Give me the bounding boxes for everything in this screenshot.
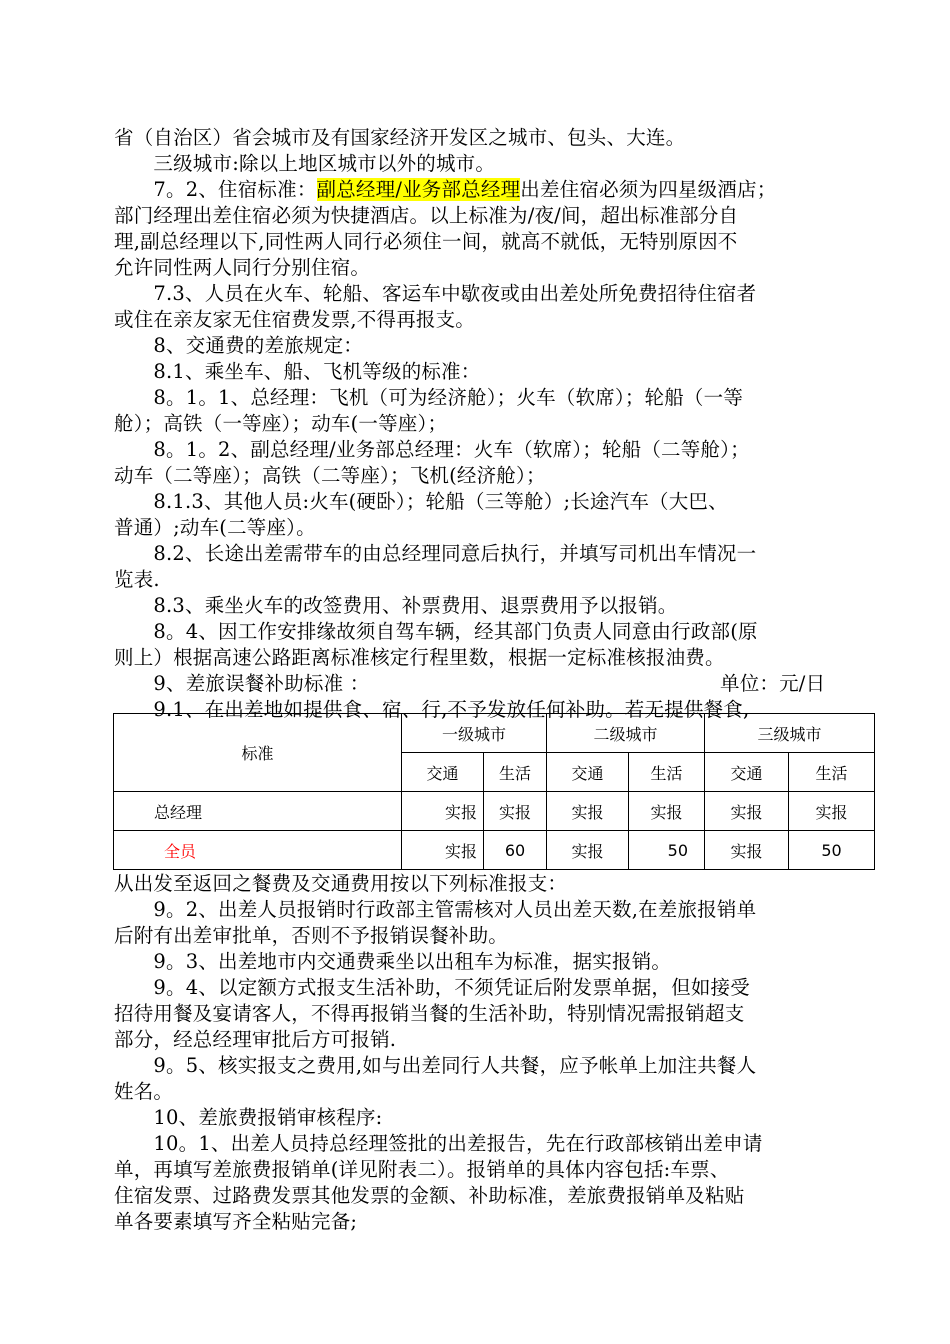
text-line: 姓名。 bbox=[114, 1080, 174, 1103]
table-cell: 50 bbox=[789, 831, 875, 870]
table-cell: 50 bbox=[629, 831, 705, 870]
subheader-transport: 交通 bbox=[547, 753, 629, 792]
text-line: 三级城市:除以上地区城市以外的城市。 bbox=[114, 152, 496, 175]
text-line: 后附有出差审批单，否则不予报销误餐补助。 bbox=[114, 924, 509, 947]
table-cell: 实报 bbox=[547, 792, 629, 831]
text-line: 9.1、在出差地如提供食、宿、行,不予发放任何补助。若无提供餐食, bbox=[114, 698, 750, 721]
city-tier-header: 三级城市 bbox=[705, 714, 875, 753]
text-line: 7.3、人员在火车、轮船、客运车中歇夜或由出差处所免费招待住宿者 bbox=[114, 282, 757, 305]
subheader-living: 生活 bbox=[789, 753, 875, 792]
text-line: 允许同性两人同行分别住宿。 bbox=[114, 256, 371, 279]
table-cell: 实报 bbox=[547, 831, 629, 870]
text-line: 9。3、出差地市内交通费乘坐以出租车为标准，据实报销。 bbox=[114, 950, 672, 973]
highlighted-text: 副总经理/业务部总经理 bbox=[316, 178, 521, 201]
table-cell: 实报 bbox=[629, 792, 705, 831]
table-cell: 实报 bbox=[789, 792, 875, 831]
city-tier-header: 二级城市 bbox=[547, 714, 705, 753]
text-line: 理,副总经理以下,同性两人同行必须住一间，就高不就低，无特别原因不 bbox=[114, 230, 738, 253]
text-line: 览表. bbox=[114, 568, 160, 591]
table-row bbox=[114, 792, 875, 831]
text-line: 8.1、乘坐车、船、飞机等级的标准： bbox=[114, 360, 481, 383]
text-line: 9。4、以定额方式报支生活补助，不须凭证后附发票单据，但如接受 bbox=[114, 976, 750, 999]
row-role-highlighted: 全员 bbox=[114, 831, 402, 870]
subheader-transport: 交通 bbox=[705, 753, 789, 792]
table-cell: 实报 bbox=[402, 792, 484, 831]
table-row bbox=[114, 831, 875, 870]
text-line: 8.1.3、其他人员:火车(硬卧）；轮船（三等舱）;长途汽车（大巴、 bbox=[114, 490, 728, 513]
text-line: 10、差旅费报销审核程序: bbox=[114, 1106, 383, 1129]
table-corner-cell: 标准 bbox=[114, 714, 402, 792]
unit-label: 单位：元/日 bbox=[720, 672, 826, 695]
text-line: 部分，经总经理审批后方可报销. bbox=[114, 1028, 397, 1051]
text-line: 从出发至返回之餐费及交通费用按以下列标准报支： bbox=[114, 872, 568, 895]
accommodation-suffix: 出差住宿必须为四星级酒店； bbox=[520, 178, 777, 201]
text-line: 舱）；高铁（一等座）；动车(一等座）； bbox=[114, 412, 448, 435]
table-cell: 60 bbox=[484, 831, 547, 870]
table-cell: 实报 bbox=[705, 831, 789, 870]
text-line: 单各要素填写齐全粘贴完备; bbox=[114, 1210, 358, 1233]
text-line: 则上）根据高速公路距离标准核定行程里数，根据一定标准核报油费。 bbox=[114, 646, 725, 669]
text-line: 8.3、乘坐火车的改签费用、补票费用、退票费用予以报销。 bbox=[114, 594, 678, 617]
meal-allowance-table bbox=[113, 713, 875, 870]
text-line: 8。1。2、副总经理/业务部总经理：火车（软席）；轮船（二等舱）； bbox=[114, 438, 750, 461]
row-role: 总经理 bbox=[114, 792, 402, 831]
meal-heading: 9、差旅误餐补助标准 ： bbox=[114, 672, 370, 695]
text-line: 8。4、因工作安排缘故须自驾车辆，经其部门负责人同意由行政部(原 bbox=[114, 620, 758, 643]
subheader-living: 生活 bbox=[484, 753, 547, 792]
text-line: 普通）;动车(二等座）。 bbox=[114, 516, 316, 539]
text-line: 部门经理出差住宿必须为快捷酒店。以上标准为/夜/间，超出标准部分自 bbox=[114, 204, 739, 227]
city-tier-header: 一级城市 bbox=[402, 714, 547, 753]
text-line: 8.2、长途出差需带车的由总经理同意后执行，并填写司机出车情况一 bbox=[114, 542, 757, 565]
text-line: 或住在亲友家无住宿费发票,不得再报支。 bbox=[114, 308, 475, 331]
subheader-transport: 交通 bbox=[402, 753, 484, 792]
meal-heading-line bbox=[114, 671, 854, 697]
text-line: 招待用餐及宴请客人，不得再报销当餐的生活补助，特别情况需报销超支 bbox=[114, 1002, 745, 1025]
text-line: 10。1、出差人员持总经理签批的出差报告，先在行政部核销出差申请 bbox=[114, 1132, 763, 1155]
table-cell: 实报 bbox=[705, 792, 789, 831]
text-line: 单，再填写差旅费报销单(详见附表二）。报销单的具体内容包括:车票、 bbox=[114, 1158, 730, 1181]
accommodation-line bbox=[114, 177, 854, 203]
text-line: 9。2、出差人员报销时行政部主管需核对人员出差天数,在差旅报销单 bbox=[114, 898, 757, 921]
text-line: 住宿发票、过路费发票其他发票的金额、补助标准，差旅费报销单及粘贴 bbox=[114, 1184, 745, 1207]
text-line: 9。5、核实报支之费用,如与出差同行人共餐，应予帐单上加注共餐人 bbox=[114, 1054, 757, 1077]
subheader-living: 生活 bbox=[629, 753, 705, 792]
text-line: 省（自治区）省会城市及有国家经济开发区之城市、包头、大连。 bbox=[114, 126, 686, 149]
text-line: 8、交通费的差旅规定： bbox=[114, 334, 364, 357]
table-cell: 实报 bbox=[402, 831, 484, 870]
text-line: 动车（二等座）；高铁（二等座）；飞机(经济舱）； bbox=[114, 464, 546, 487]
accommodation-prefix: 7。2、住宿标准： bbox=[114, 178, 317, 201]
text-line: 8。1。1、总经理：飞机（可为经济舱）；火车（软席）；轮船（一等 bbox=[114, 386, 744, 409]
table-cell: 实报 bbox=[484, 792, 547, 831]
